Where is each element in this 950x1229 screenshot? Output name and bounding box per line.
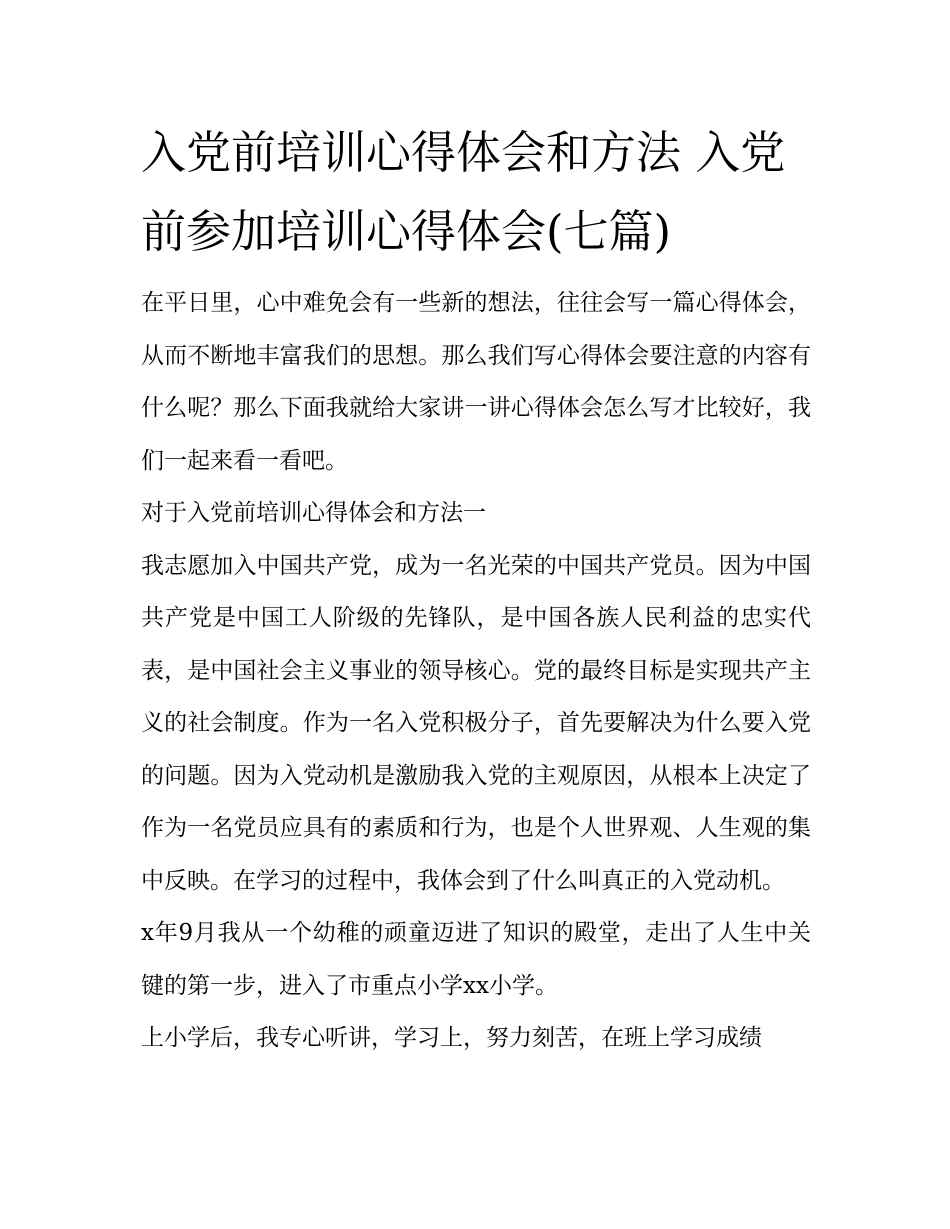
document-title: 入党前培训心得体会和方法 入党前参加培训心得体会(七篇)	[141, 126, 786, 258]
body-paragraph: 上小学后，我专心听讲，学习上，努力刻苦，在班上学习成绩	[141, 1025, 762, 1051]
document-page	[141, 113, 811, 1065]
section-heading: 对于入党前培训心得体会和方法一	[141, 500, 486, 526]
body-paragraph: x年9月我从一个幼稚的顽童迈进了知识的殿堂，走出了人生中关键的第一步，进入了市重点小学xx小学。	[141, 920, 811, 999]
intro-paragraph: 在平日里，心中难免会有一些新的想法，往往会写一篇心得体会，从而不断地丰富我们的思想。那么我们写心得体会要注意的内容有什么呢？那么下面我就给大家讲一讲心得体会怎么写才比较好，我们一起来看一看吧。	[141, 290, 811, 474]
body-paragraph: 我志愿加入中国共产党，成为一名光荣的中国共产党员。因为中国共产党是中国工人阶级的先锋队，是中国各族人民利益的忠实代表，是中国社会主义事业的领导核心。党的最终目标是实现共产主义的社会制度。作为一名入党积极分子，首先要解决为什么要入党的问题。因为入党动机是激励我入党的主观原因，从根本上决定了作为一名党员应具有的素质和行为，也是个人世界观、人生观的集中反映。在学习的过程中，我体会到了什么叫真正的入党动机。	[141, 552, 811, 894]
